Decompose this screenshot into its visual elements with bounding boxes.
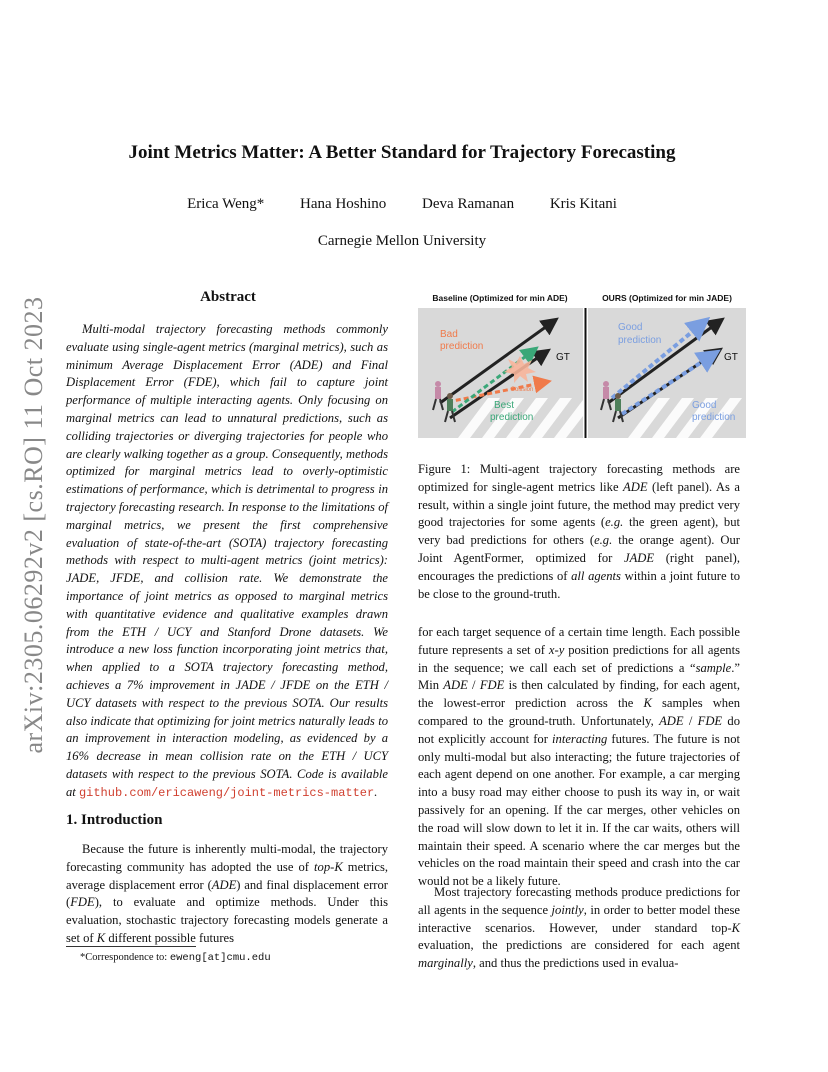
figure-caption: Figure 1: Multi-agent trajectory forecasting methods are optimized for single-agent metrics like ADE (left panel). As a result, within a single joint future, the method may predict very good trajectories for some agents (e.g. the green agent), but very bad predictions for others (e.g. the orange agent). Our Joint AgentFormer, optimized for JADE (right panel), encourages the predictions of all agents within a joint future to be close to the ground-truth.	[418, 462, 741, 601]
footnote: *Correspondence to: eweng[at]cmu.edu	[80, 952, 271, 964]
body-paragraph: for each target sequence of a certain time length. Each possible future represents a set of x-y position predictions for all agents in the sequence; we call each set of predictions a “sample.” Min ADE / FDE is then calculated by finding, for each agent, the lowest-error prediction across the K samples when compared to the ground-truth. Unfortunately, ADE / FDE do not explicitly account for interacting futures. The future is not only multi-modal but also interacting; the future trajectories of each agent depend on one another. For example, a car merging into a busy road may either choose to push its way in, or wait passively for an opening. If the car merges, other vehicles on the road will slow down to let it in. If the car waits, others will maintain their speed. A scenario where the car merges but the vehicles on the road maintain their speed and crash into the car would not be a likely future.	[418, 625, 740, 889]
footnote-email: eweng[at]cmu.edu	[169, 952, 271, 964]
author-list	[66, 196, 738, 213]
abstract-heading: Abstract	[200, 289, 256, 305]
intro-paragraph: Because the future is inherently multi-modal, the trajectory forecasting community has adopted the use of top-K metrics, average displacement error (ADE) and final displacement error (FDE), to evaluate and optimize methods. Under this evaluation, stochastic trajectory forecasting models generate a set of K different possible futures	[66, 842, 388, 945]
arxiv-identifier: arXiv:2305.06292v2 [cs.RO] 11 Oct 2023	[19, 296, 48, 754]
affiliation: Carnegie Mellon University	[317, 233, 487, 249]
best-prediction-label: Best prediction	[490, 400, 534, 423]
good-prediction-label-top: Good prediction	[618, 322, 662, 346]
author: Deva Ramanan	[422, 196, 515, 212]
gt-label: GT	[724, 352, 738, 363]
left-panel-title: Baseline (Optimized for min ADE)	[432, 293, 568, 303]
footnote-rule	[66, 946, 196, 947]
good-prediction-label-bottom: Good prediction	[692, 400, 736, 423]
section-heading: 1. Introduction	[66, 812, 163, 828]
paper-title: Joint Metrics Matter: A Better Standard for Trajectory Forecasting	[128, 142, 676, 163]
body-paragraph: Most trajectory forecasting methods produce predictions for all agents in the sequence jointly, in order to better model these interactive scenarios. However, under standard top-K evaluation, the predictions are considered for each agent marginally, and thus the predictions used in evalua-	[418, 885, 740, 971]
bad-prediction-label: Bad prediction	[440, 329, 484, 352]
author: Hana Hoshino	[300, 196, 387, 212]
collision-label: Collision	[510, 387, 534, 393]
figure-1	[418, 288, 746, 440]
gt-label: GT	[556, 352, 570, 363]
author: Kris Kitani	[549, 196, 617, 212]
right-panel-title: OURS (Optimized for min JADE)	[602, 293, 732, 303]
author: Erica Weng*	[187, 196, 265, 212]
code-link[interactable]: github.com/ericaweng/joint-metrics-matter	[78, 785, 375, 800]
abstract-body: Multi-modal trajectory forecasting methods commonly evaluate using single-agent metrics (marginal metrics), such as minimum Average Displacement Error (ADE) and Final Displacement Error (FDE), which fail to capture joint performance of multiple interacting agents. Only focusing on marginal metrics can lead to unnatural predictions, such as colliding trajectories or diverging trajectories for people who are clearly walking together as a group. Consequently, methods optimized for marginal metrics lead to overly-optimistic estimations of performance, which is detrimental to progress in trajectory forecasting research. In response to the limitations of marginal metrics, we present the first comprehensive evaluation of state-of-the-art (SOTA) trajectory forecasting methods with respect to multi-agent metrics (joint metrics): JADE, JFDE, and collision rate. We demonstrate the importance of joint metrics as opposed to marginal metrics with quantitative evidence and qualitative examples drawn from the ETH / UCY and Stanford Drone datasets. We introduce a new loss function incorporating joint metrics that, when applied to a SOTA trajectory forecasting method, achieves a 7% improvement in JADE / JFDE on the ETH / UCY datasets with respect to the previous SOTA. Our results also indicate that optimizing for joint metrics naturally leads to an improvement in interaction modeling, as evidenced by a 16% decrease in mean collision rate on the ETH / UCY datasets with respect to the previous SOTA. Code is available at github.com/ericaweng/joint-metrics-matter.	[66, 322, 388, 800]
